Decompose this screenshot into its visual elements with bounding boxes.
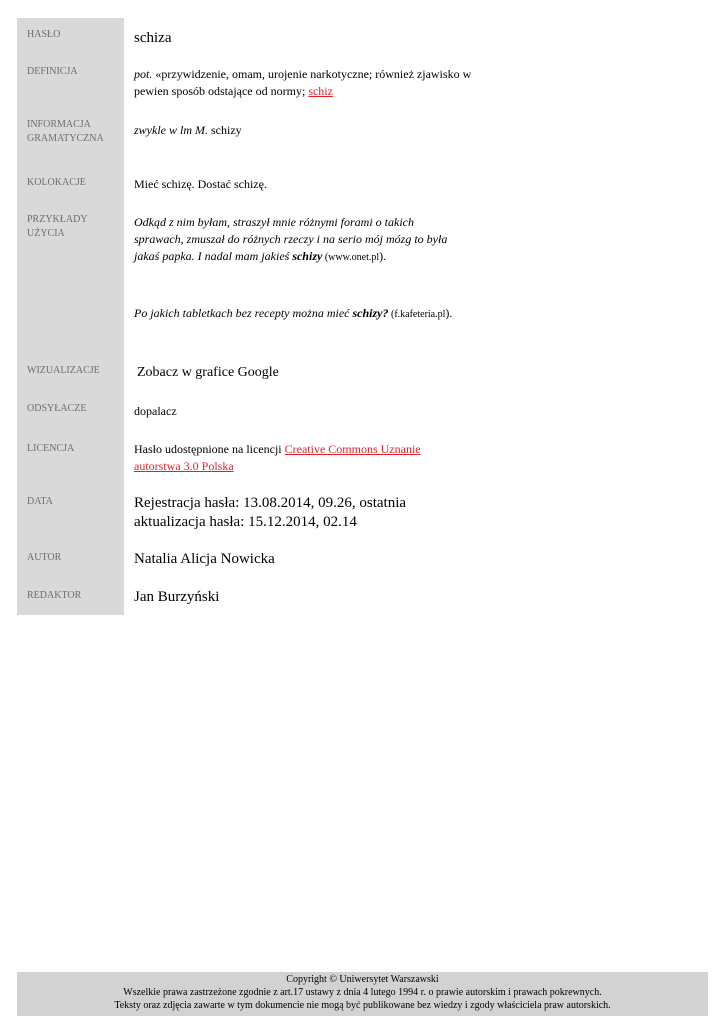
label-odsylacze: ODSYŁACZE (27, 403, 87, 414)
editor: Jan Burzyński (134, 589, 220, 605)
label-licencja: LICENCJA (27, 443, 75, 454)
definition (134, 66, 474, 100)
grammar-note: zwykle w lm M. (134, 123, 208, 137)
example-2 (134, 305, 474, 323)
label-przyklady: PRZYKŁADY UŻYCIA (27, 214, 88, 239)
label-kolokacje: KOLOKACJE (27, 177, 86, 188)
label-informacja: INFORMACJA GRAMATYCZNA (27, 119, 104, 144)
definition-qualifier: pot. (134, 67, 153, 81)
label-definicja: DEFINICJA (27, 66, 78, 77)
author: Natalia Alicja Nowicka (134, 551, 275, 567)
label-redaktor: REDAKTOR (27, 590, 82, 601)
footer-notice: Teksty oraz zdjęcia zawarte w tym dokumencie nie mogą być publikowane bez wiedzy i zgody właściciela praw autorskich. (114, 1000, 611, 1011)
license-text: Hasło udostępnione na licencji (134, 442, 285, 456)
example-1-text: Odkąd z nim byłam, straszył mnie różnymi forami o takich sprawach, zmuszał do różnych rzeczy i na serio mój mózg to była jakaś papka. I nadal mam jakieś (134, 215, 448, 263)
label-column (17, 18, 124, 615)
collocations: Mieć schizę. Dostać schizę. (134, 177, 267, 191)
label-autor: AUTOR (27, 552, 62, 563)
cross-reference[interactable]: dopalacz (134, 404, 177, 418)
copyright-footer (17, 972, 708, 1016)
example-2-text: Po jakich tabletkach bez recepty można mieć (134, 306, 353, 320)
grammar-form: schizy (208, 123, 242, 137)
footer-rights: Wszelkie prawa zastrzeżone zgodnie z art.17 ustawy z dnia 4 lutego 1994 r. o prawie autorskim i prawach pokrewnych. (123, 987, 602, 998)
grammar-info (134, 122, 474, 139)
label-haslo: HASŁO (27, 29, 61, 40)
example-2-source: (f.kafeteria.pl (388, 309, 446, 320)
footer-copyright: Copyright © Uniwersytet Warszawski (286, 974, 439, 985)
license-link[interactable]: Creative Commons Uznanie autorstwa 3.0 Polska (134, 442, 421, 473)
example-1-keyword: schizy (292, 249, 323, 263)
definition-link-schiz[interactable]: schiz (308, 84, 333, 98)
license (134, 441, 434, 475)
headword: schiza (134, 30, 172, 46)
definition-text: «przywidzenie, omam, urojenie narkotyczne; również zjawisko w pewien sposób odstające od normy; (134, 67, 472, 98)
example-2-end: ). (445, 306, 453, 320)
dates: Rejestracja hasła: 13.08.2014, 09.26, ostatnia aktualizacja hasła: 15.12.2014, 02.14 (134, 495, 407, 530)
label-wizualizacje: WIZUALIZACJE (27, 365, 100, 376)
example-1-end: ). (379, 249, 387, 263)
google-images-link[interactable]: Zobacz w grafice Google (137, 365, 279, 380)
example-1-source: (www.onet.pl (322, 252, 380, 263)
example-2-keyword: schizy? (352, 306, 389, 320)
label-data: DATA (27, 496, 53, 507)
example-1 (134, 214, 454, 266)
